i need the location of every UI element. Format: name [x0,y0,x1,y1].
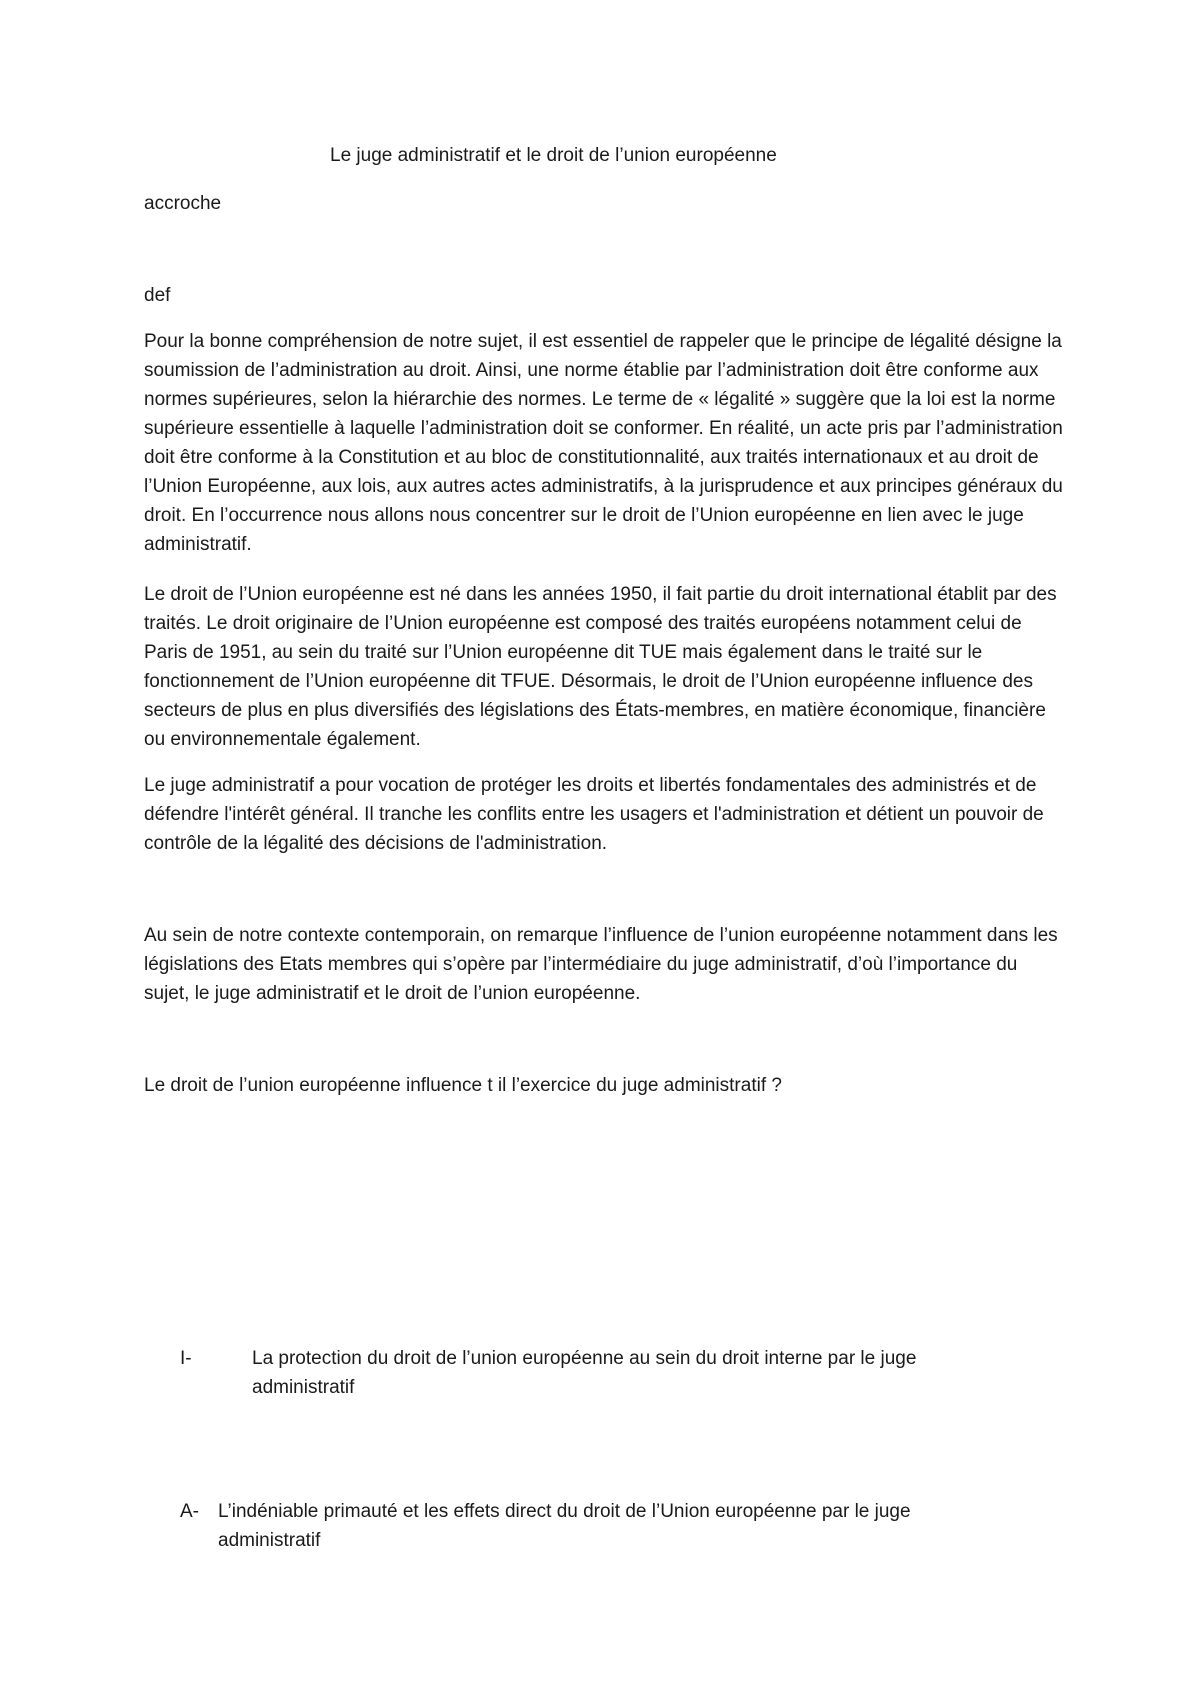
outline-part-1 [180,1344,1040,1404]
outline-part-a [180,1497,1040,1557]
problematique: Le droit de l’union européenne influence t il l’exercice du juge administratif ? [144,1075,782,1096]
outline-part-a-number: A- [180,1501,199,1522]
outline-part-1-number: I- [180,1348,192,1369]
accroche-label: accroche [144,193,222,214]
paragraph-legalite: Pour la bonne compréhension de notre sujet, il est essentiel de rappeler que le principe de légalité désigne la soumission de l’administration au droit. Ainsi, une norme établie par l’administration doit être conforme aux normes supérieures, selon la hiérarchie des normes. Le terme de « légalité » suggère que la loi est la norme supérieure essentielle à laquelle l’administration doit se conformer. En réalité, un acte pris par l’administration doit être conforme à la Constitution et au bloc de constitutionnalité, aux traités internationaux et au droit de l’Union Européenne, aux lois, aux autres actes administratifs, à la jurisprudence et aux principes généraux du droit. En l’occurrence nous allons nous concentrer sur le droit de l’Union européenne en lien avec le juge administratif. [144,331,1063,555]
document-title: Le juge administratif et le droit de l’union européenne [330,145,777,166]
paragraph-contexte: Au sein de notre contexte contemporain, on remarque l’influence de l’union européenne notamment dans les législations des Etats membres qui s’opère par l’intermédiaire du juge administratif, d’où l’importance du sujet, le juge administratif et le droit de l’union européenne. [144,925,1058,1004]
outline-part-a-text: L’indéniable primauté et les effets direct du droit de l’Union européenne par le juge administratif [218,1501,911,1551]
def-label: def [144,285,171,306]
paragraph-droit-union: Le droit de l’Union européenne est né dans les années 1950, il fait partie du droit international établit par des traités. Le droit originaire de l’Union européenne est composé des traités européens notamment celui de Paris de 1951, au sein du traité sur l’Union européenne dit TUE mais également dans le traité sur le fonctionnement de l’Union européenne dit TFUE. Désormais, le droit de l’Union européenne influence des secteurs de plus en plus diversifiés des législations des États-membres, en matière économique, financière ou environnementale également. [144,584,1057,750]
paragraph-juge-administratif: Le juge administratif a pour vocation de protéger les droits et libertés fondamentales des administrés et de défendre l'intérêt général. Il tranche les conflits entre les usagers et l'administration et détient un pouvoir de contrôle de la légalité des décisions de l'administration. [144,775,1044,854]
outline-part-1-text: La protection du droit de l’union européenne au sein du droit interne par le juge administratif [252,1348,917,1398]
